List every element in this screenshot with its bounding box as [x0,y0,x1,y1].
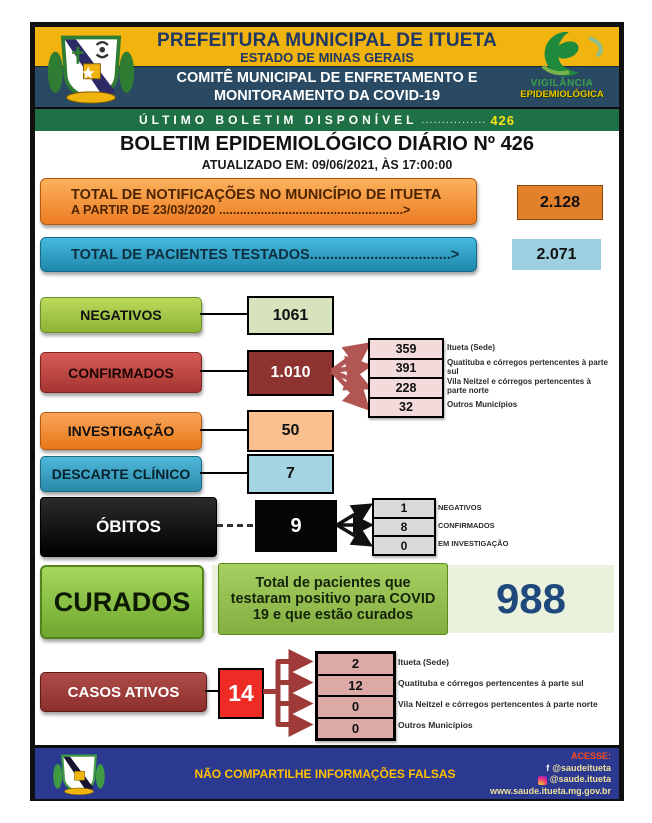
active-cases-breakdown-value: 0 [318,697,393,717]
tested-label: TOTAL DE PACIENTES TESTADOS...................................> [71,246,460,263]
cured-description: Total de pacientes que testaram positivo para COVID 19 e que estão curados [218,563,448,635]
active-cases-connector-line [205,690,218,692]
deaths-value: 9 [255,500,337,552]
active-cases-value: 14 [218,668,264,719]
active-cases-breakdown-label: Itueta (Sede) [398,656,450,667]
clinical-discard-connector-line [200,472,247,474]
cured-value: 988 [495,575,567,622]
active-cases-breakdown-value: 12 [318,676,393,696]
last-bulletin-dots: ................ [421,114,487,126]
confirmed-breakdown-label: Outros Municípios [447,400,518,409]
website-link[interactable]: www.saude.itueta.mg.gov.br [489,786,611,797]
logo-vigilancia-text: VIGILÂNCIA [530,78,594,89]
tested-value: 2.071 [512,239,601,270]
active-cases-breakdown-label: Vila Neitzel e córregos pertencentes à parte norte [398,698,598,709]
active-cases-breakdown-label: Quatituba e córregos pertencentes à parte sul [398,677,584,688]
clinical-discard-value: 7 [247,454,334,494]
deaths-breakdown-table [372,498,436,556]
confirmed-breakdown-value: 391 [370,360,442,378]
confirmed-breakdown-table [368,338,444,418]
deaths-breakdown-label: EM INVESTIGAÇÃO [438,538,509,548]
cured-bar: CURADOS [40,565,204,639]
confirmed-breakdown-value: 228 [370,379,442,397]
footer-access-label: ACESSE: [570,751,611,761]
logo-epidemiologica-text: EPIDEMIOLÓGICA [520,89,604,100]
active-cases-breakdown-label: Outros Municípios [398,719,473,730]
deaths-dotted-connector [217,524,253,527]
prefeitura-title: PREFEITURA MUNICIPAL DE ITUETA [157,30,497,51]
deaths-breakdown-label: CONFIRMADOS [438,520,495,530]
facebook-handle[interactable]: @saudeitueta [552,762,611,773]
deaths-breakdown-value: 1 [374,500,434,517]
instagram-icon [538,776,547,785]
investigation-bar: INVESTIGAÇÃO [40,412,202,450]
investigation-value: 50 [247,410,334,452]
active-cases-breakdown-value: 0 [318,719,393,739]
total-notifications-bar [40,178,477,225]
last-bulletin-label: ÚLTIMO BOLETIM DISPONÍVEL [138,113,418,127]
vigilancia-epidemiologica-logo [509,28,615,106]
investigation-connector-line [200,429,247,431]
estado-subtitle: ESTADO DE MINAS GERAIS [240,50,414,65]
last-bulletin-strip [35,107,619,131]
confirmed-bar: CONFIRMADOS [40,352,202,393]
committee-line1: COMITÊ MUNICIPAL DE ENFRETAMENTO E [176,70,478,86]
deaths-breakdown-label: NEGATIVOS [438,502,482,512]
deaths-fan-arrows [335,498,373,553]
active-cases-bar: CASOS ATIVOS [40,672,207,712]
committee-line2: MONITORAMENTO DA COVID-19 [213,88,441,104]
deaths-breakdown-value: 8 [374,519,434,536]
negatives-value: 1061 [247,296,334,335]
page-title: BOLETIM EPIDEMIOLÓGICO DIÁRIO Nº 426 [119,133,534,155]
clinical-discard-bar: DESCARTE CLÍNICO [40,456,202,492]
vigilancia-swoosh-icon [509,28,615,78]
notifications-label-line1: TOTAL DE NOTIFICAÇÕES NO MUNICÍPIO DE ITUETA [71,186,442,203]
footer-message: NÃO COMPARTILHE INFORMAÇÕES FALSAS [194,766,456,781]
deaths-breakdown-value: 0 [374,537,434,554]
notifications-label-line2: A PARTIR DE 23/03/2020 .....................................................> [71,202,411,217]
footer [35,745,619,799]
confirmed-breakdown-label: Itueta (Sede) [447,343,496,352]
deaths-bar: ÓBITOS [40,497,217,557]
negatives-connector-line [200,313,247,315]
confirmed-breakdown-value: 32 [370,399,442,417]
confirmed-fan-arrows [330,339,370,415]
confirmed-breakdown-value: 359 [370,340,442,358]
itueta-coat-of-arms [43,30,139,105]
facebook-icon: f [546,763,550,774]
bulletin-page [30,22,624,801]
active-cases-bracket-arrows [260,647,315,742]
confirmed-breakdown-label: Quatituba e córregos pertencentes à parte sul [447,357,608,376]
confirmed-value: 1.010 [247,350,334,396]
last-bulletin-number: 426 [490,112,516,128]
confirmed-connector-line [200,370,247,372]
instagram-handle[interactable]: @saude.itueta [549,774,611,785]
active-cases-breakdown-table [315,651,396,741]
total-tested-bar [40,237,477,272]
negatives-bar: NEGATIVOS [40,297,202,333]
updated-timestamp: ATUALIZADO EM: 09/06/2021, ÀS 17:00:00 [201,158,453,172]
active-cases-breakdown-value: 2 [318,654,393,674]
notifications-value: 2.128 [517,185,603,220]
confirmed-breakdown-label: Vila Neitzel e córregos pertencentes à parte norte [447,376,591,395]
footer-coat-of-arms [51,751,107,796]
